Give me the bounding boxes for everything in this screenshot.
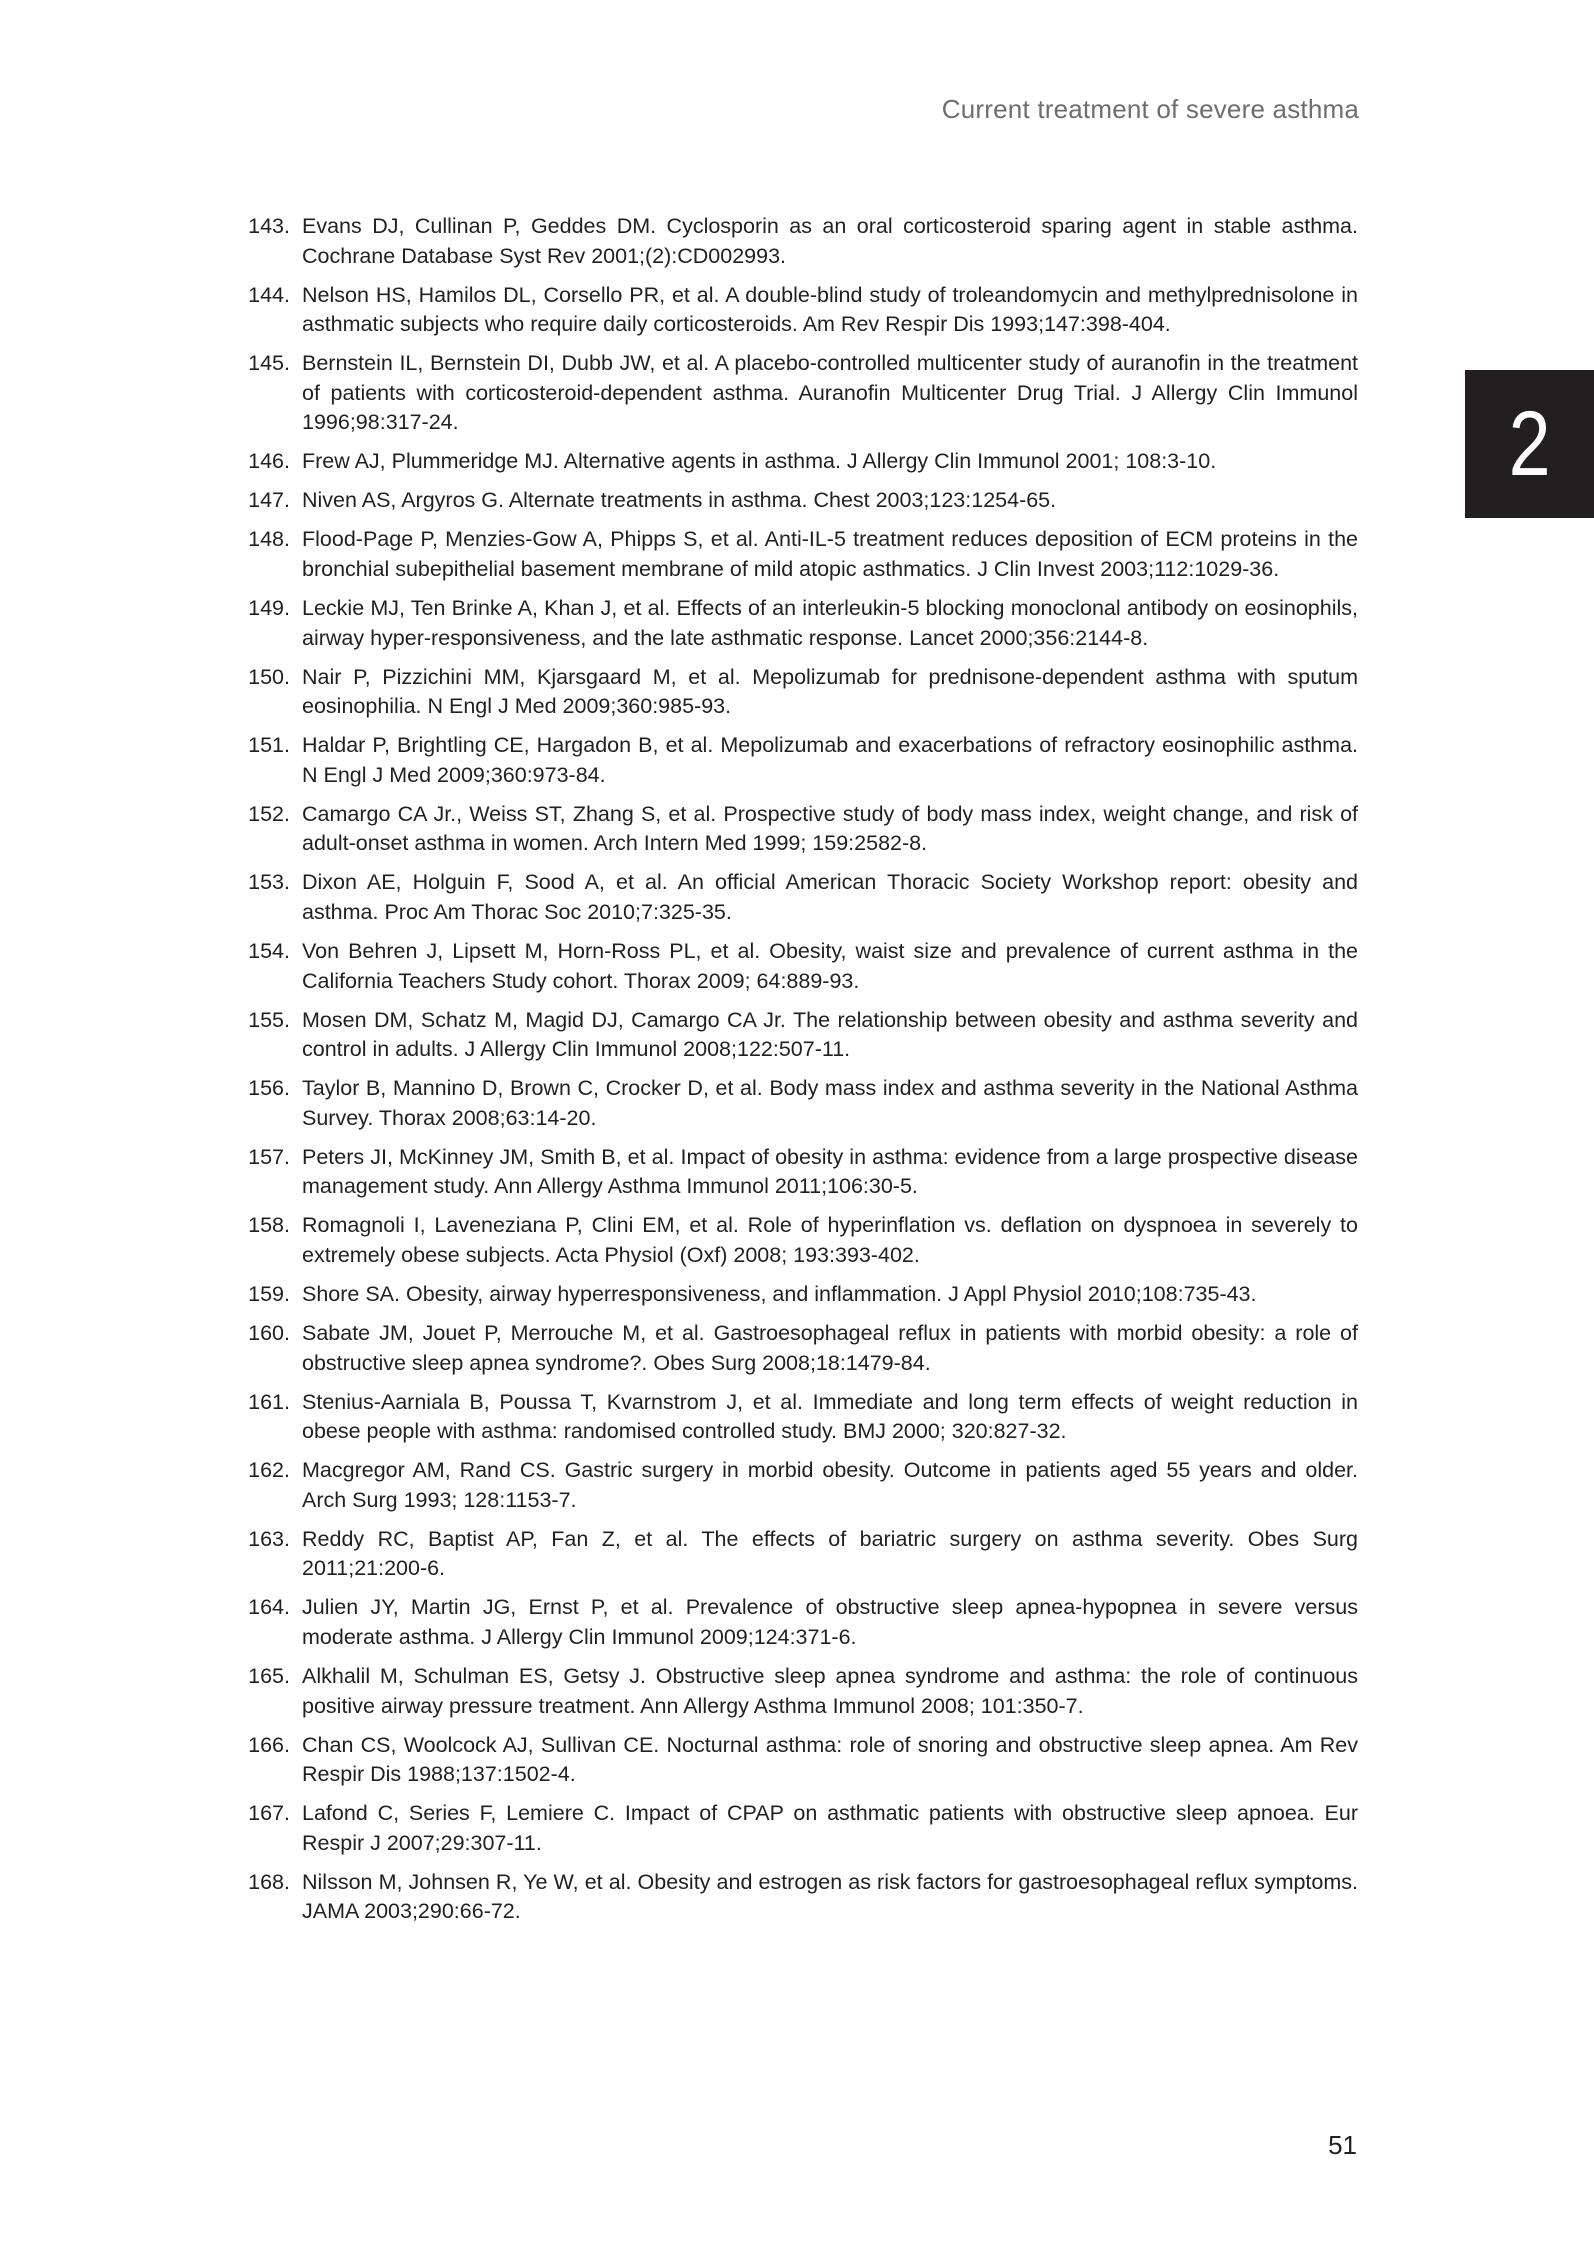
reference-item — [228, 663, 1358, 722]
reference-list — [228, 212, 1358, 1936]
reference-item — [228, 1006, 1358, 1065]
reference-number: 163. — [248, 1526, 290, 1551]
reference-item — [228, 1074, 1358, 1133]
reference-number: 149. — [248, 596, 290, 621]
reference-number: 147. — [248, 488, 290, 513]
reference-text: Frew AJ, Plummeridge MJ. Alternative agents in asthma. J Allergy Clin Immunol 2001; 108:3-10. — [302, 449, 1217, 474]
reference-number: 164. — [248, 1595, 290, 1620]
running-header: Current treatment of severe asthma — [941, 94, 1359, 124]
reference-number: 152. — [248, 801, 290, 826]
reference-number: 151. — [248, 733, 290, 758]
reference-text: Flood-Page P, Menzies-Gow A, Phipps S, et al. Anti-IL-5 treatment reduces deposition of ECM proteins in the bronchial subepithelial basement membrane of mild atopic asthmatics. J Clin Invest 2003;112:1029-36. — [302, 527, 1358, 581]
reference-text: Mosen DM, Schatz M, Magid DJ, Camargo CA Jr. The relationship between obesity and asthma severity and control in adults. J Allergy Clin Immunol 2008;122:507-11. — [302, 1007, 1358, 1062]
reference-text: Evans DJ, Cullinan P, Geddes DM. Cyclosporin as an oral corticosteroid sparing agent in stable asthma. Cochrane Database Syst Rev 2001;(2):CD002993. — [302, 214, 1358, 268]
reference-item — [228, 1662, 1358, 1721]
reference-text: Taylor B, Mannino D, Brown C, Crocker D, et al. Body mass index and asthma severity in the National Asthma Survey. Thorax 2008;63:14-20. — [302, 1076, 1358, 1130]
chapter-tab-number: 2 — [1508, 393, 1551, 495]
reference-number: 155. — [248, 1007, 290, 1032]
reference-number: 168. — [248, 1869, 290, 1894]
reference-number: 165. — [248, 1664, 290, 1689]
reference-text: Niven AS, Argyros G. Alternate treatments in asthma. Chest 2003;123:1254-65. — [302, 488, 1057, 513]
reference-number: 145. — [248, 351, 290, 376]
reference-item — [228, 1456, 1358, 1515]
reference-item — [228, 937, 1358, 996]
reference-item — [228, 1143, 1358, 1202]
reference-text: Dixon AE, Holguin F, Sood A, et al. An official American Thoracic Society Workshop report: obesity and asthma. Proc Am Thorac Soc 2010;7:325-35. — [302, 870, 1358, 924]
reference-item — [228, 281, 1358, 340]
reference-item — [228, 525, 1358, 584]
reference-text: Nilsson M, Johnsen R, Ye W, et al. Obesity and estrogen as risk factors for gastroesophageal reflux symptoms. JAMA 2003;290:66-72. — [302, 1869, 1358, 1924]
reference-text: Nair P, Pizzichini MM, Kjarsgaard M, et al. Mepolizumab for prednisone-dependent asthma with sputum eosinophilia. N Engl J Med 2009;360:985-93. — [302, 664, 1358, 719]
reference-item — [228, 1799, 1358, 1858]
reference-number: 166. — [248, 1732, 290, 1757]
reference-number: 150. — [248, 664, 290, 689]
reference-number: 146. — [248, 449, 290, 474]
reference-number: 148. — [248, 527, 290, 552]
reference-item — [228, 1731, 1358, 1790]
reference-item — [228, 1388, 1358, 1447]
reference-number: 160. — [248, 1321, 290, 1346]
reference-text: Stenius-Aarniala B, Poussa T, Kvarnstrom J, et al. Immediate and long term effects of weight reduction in obese people with asthma: randomised controlled study. BMJ 2000; 320:827-32. — [302, 1389, 1358, 1444]
reference-text: Reddy RC, Baptist AP, Fan Z, et al. The effects of bariatric surgery on asthma severity. Obes Surg 2011;21:200-6. — [302, 1526, 1358, 1581]
reference-number: 167. — [248, 1801, 290, 1826]
reference-item — [228, 1319, 1358, 1378]
reference-number: 161. — [248, 1389, 290, 1414]
reference-number: 157. — [248, 1144, 290, 1169]
chapter-tab — [1465, 370, 1594, 518]
reference-number: 159. — [248, 1282, 290, 1306]
reference-item — [228, 1211, 1358, 1270]
page-number: 51 — [1328, 2130, 1357, 2160]
reference-number: 144. — [248, 282, 290, 307]
reference-text: Lafond C, Series F, Lemiere C. Impact of CPAP on asthmatic patients with obstructive sleep apnoea. Eur Respir J 2007;29:307-11. — [302, 1801, 1358, 1855]
reference-text: Haldar P, Brightling CE, Hargadon B, et al. Mepolizumab and exacerbations of refractory eosinophilic asthma. N Engl J Med 2009;360:973-84. — [302, 733, 1358, 787]
reference-item — [228, 1868, 1358, 1927]
reference-text: Chan CS, Woolcock AJ, Sullivan CE. Nocturnal asthma: role of snoring and obstructive sleep apnea. Am Rev Respir Dis 1988;137:1502-4. — [302, 1732, 1358, 1787]
reference-item — [228, 868, 1358, 927]
reference-item — [228, 731, 1358, 790]
reference-text: Leckie MJ, Ten Brinke A, Khan J, et al. Effects of an interleukin-5 blocking monoclonal antibody on eosinophils, airway hyper-responsiveness, and the late asthmatic response. Lancet 2000;356:2144-8. — [302, 596, 1358, 650]
reference-text: Peters JI, McKinney JM, Smith B, et al. Impact of obesity in asthma: evidence from a large prospective disease management study. Ann Allergy Asthma Immunol 2011;106:30-5. — [302, 1144, 1358, 1199]
reference-number: 162. — [248, 1458, 290, 1483]
reference-text: Bernstein IL, Bernstein DI, Dubb JW, et al. A placebo-controlled multicenter study of auranofin in the treatment of patients with corticosteroid-dependent asthma. Auranofin Multicenter Drug Trial. J Allergy Clin Immunol 1996;98:317-24. — [302, 351, 1358, 435]
reference-item — [228, 1525, 1358, 1584]
reference-number: 156. — [248, 1076, 290, 1101]
reference-text: Julien JY, Martin JG, Ernst P, et al. Prevalence of obstructive sleep apnea-hypopnea in severe versus moderate asthma. J Allergy Clin Immunol 2009;124:371-6. — [302, 1595, 1358, 1649]
reference-number: 154. — [248, 939, 290, 964]
reference-number: 153. — [248, 870, 290, 895]
reference-text: Macgregor AM, Rand CS. Gastric surgery in morbid obesity. Outcome in patients aged 55 years and older. Arch Surg 1993; 128:1153-7. — [302, 1458, 1358, 1512]
reference-text: Nelson HS, Hamilos DL, Corsello PR, et al. A double-blind study of troleandomycin and methylprednisolone in asthmatic subjects who require daily corticosteroids. Am Rev Respir Dis 1993;147:398-404. — [302, 282, 1358, 337]
reference-item — [228, 1280, 1358, 1310]
reference-number: 158. — [248, 1213, 290, 1238]
reference-text: Von Behren J, Lipsett M, Horn-Ross PL, et al. Obesity, waist size and prevalence of current asthma in the California Teachers Study cohort. Thorax 2009; 64:889-93. — [302, 939, 1358, 993]
reference-item — [228, 349, 1358, 438]
reference-text: Camargo CA Jr., Weiss ST, Zhang S, et al. Prospective study of body mass index, weight change, and risk of adult-onset asthma in women. Arch Intern Med 1999; 159:2582-8. — [302, 801, 1358, 856]
reference-item — [228, 1593, 1358, 1652]
reference-text: Romagnoli I, Laveneziana P, Clini EM, et al. Role of hyperinflation vs. deflation on dyspnoea in severely to extremely obese subjects. Acta Physiol (Oxf) 2008; 193:393-402. — [302, 1213, 1358, 1267]
reference-number: 143. — [248, 214, 290, 238]
reference-item — [228, 486, 1358, 516]
reference-text: Shore SA. Obesity, airway hyperresponsiveness, and inflammation. J Appl Physiol 2010;108:735-43. — [302, 1282, 1257, 1306]
reference-text: Alkhalil M, Schulman ES, Getsy J. Obstructive sleep apnea syndrome and asthma: the role of continuous positive airway pressure treatment. Ann Allergy Asthma Immunol 2008; 101:350-7. — [302, 1664, 1358, 1718]
reference-item — [228, 212, 1358, 271]
reference-text: Sabate JM, Jouet P, Merrouche M, et al. Gastroesophageal reflux in patients with morbid obesity: a role of obstructive sleep apnea syndrome?. Obes Surg 2008;18:1479-84. — [302, 1321, 1358, 1375]
reference-item — [228, 594, 1358, 653]
reference-item — [228, 800, 1358, 859]
reference-item — [228, 447, 1358, 477]
